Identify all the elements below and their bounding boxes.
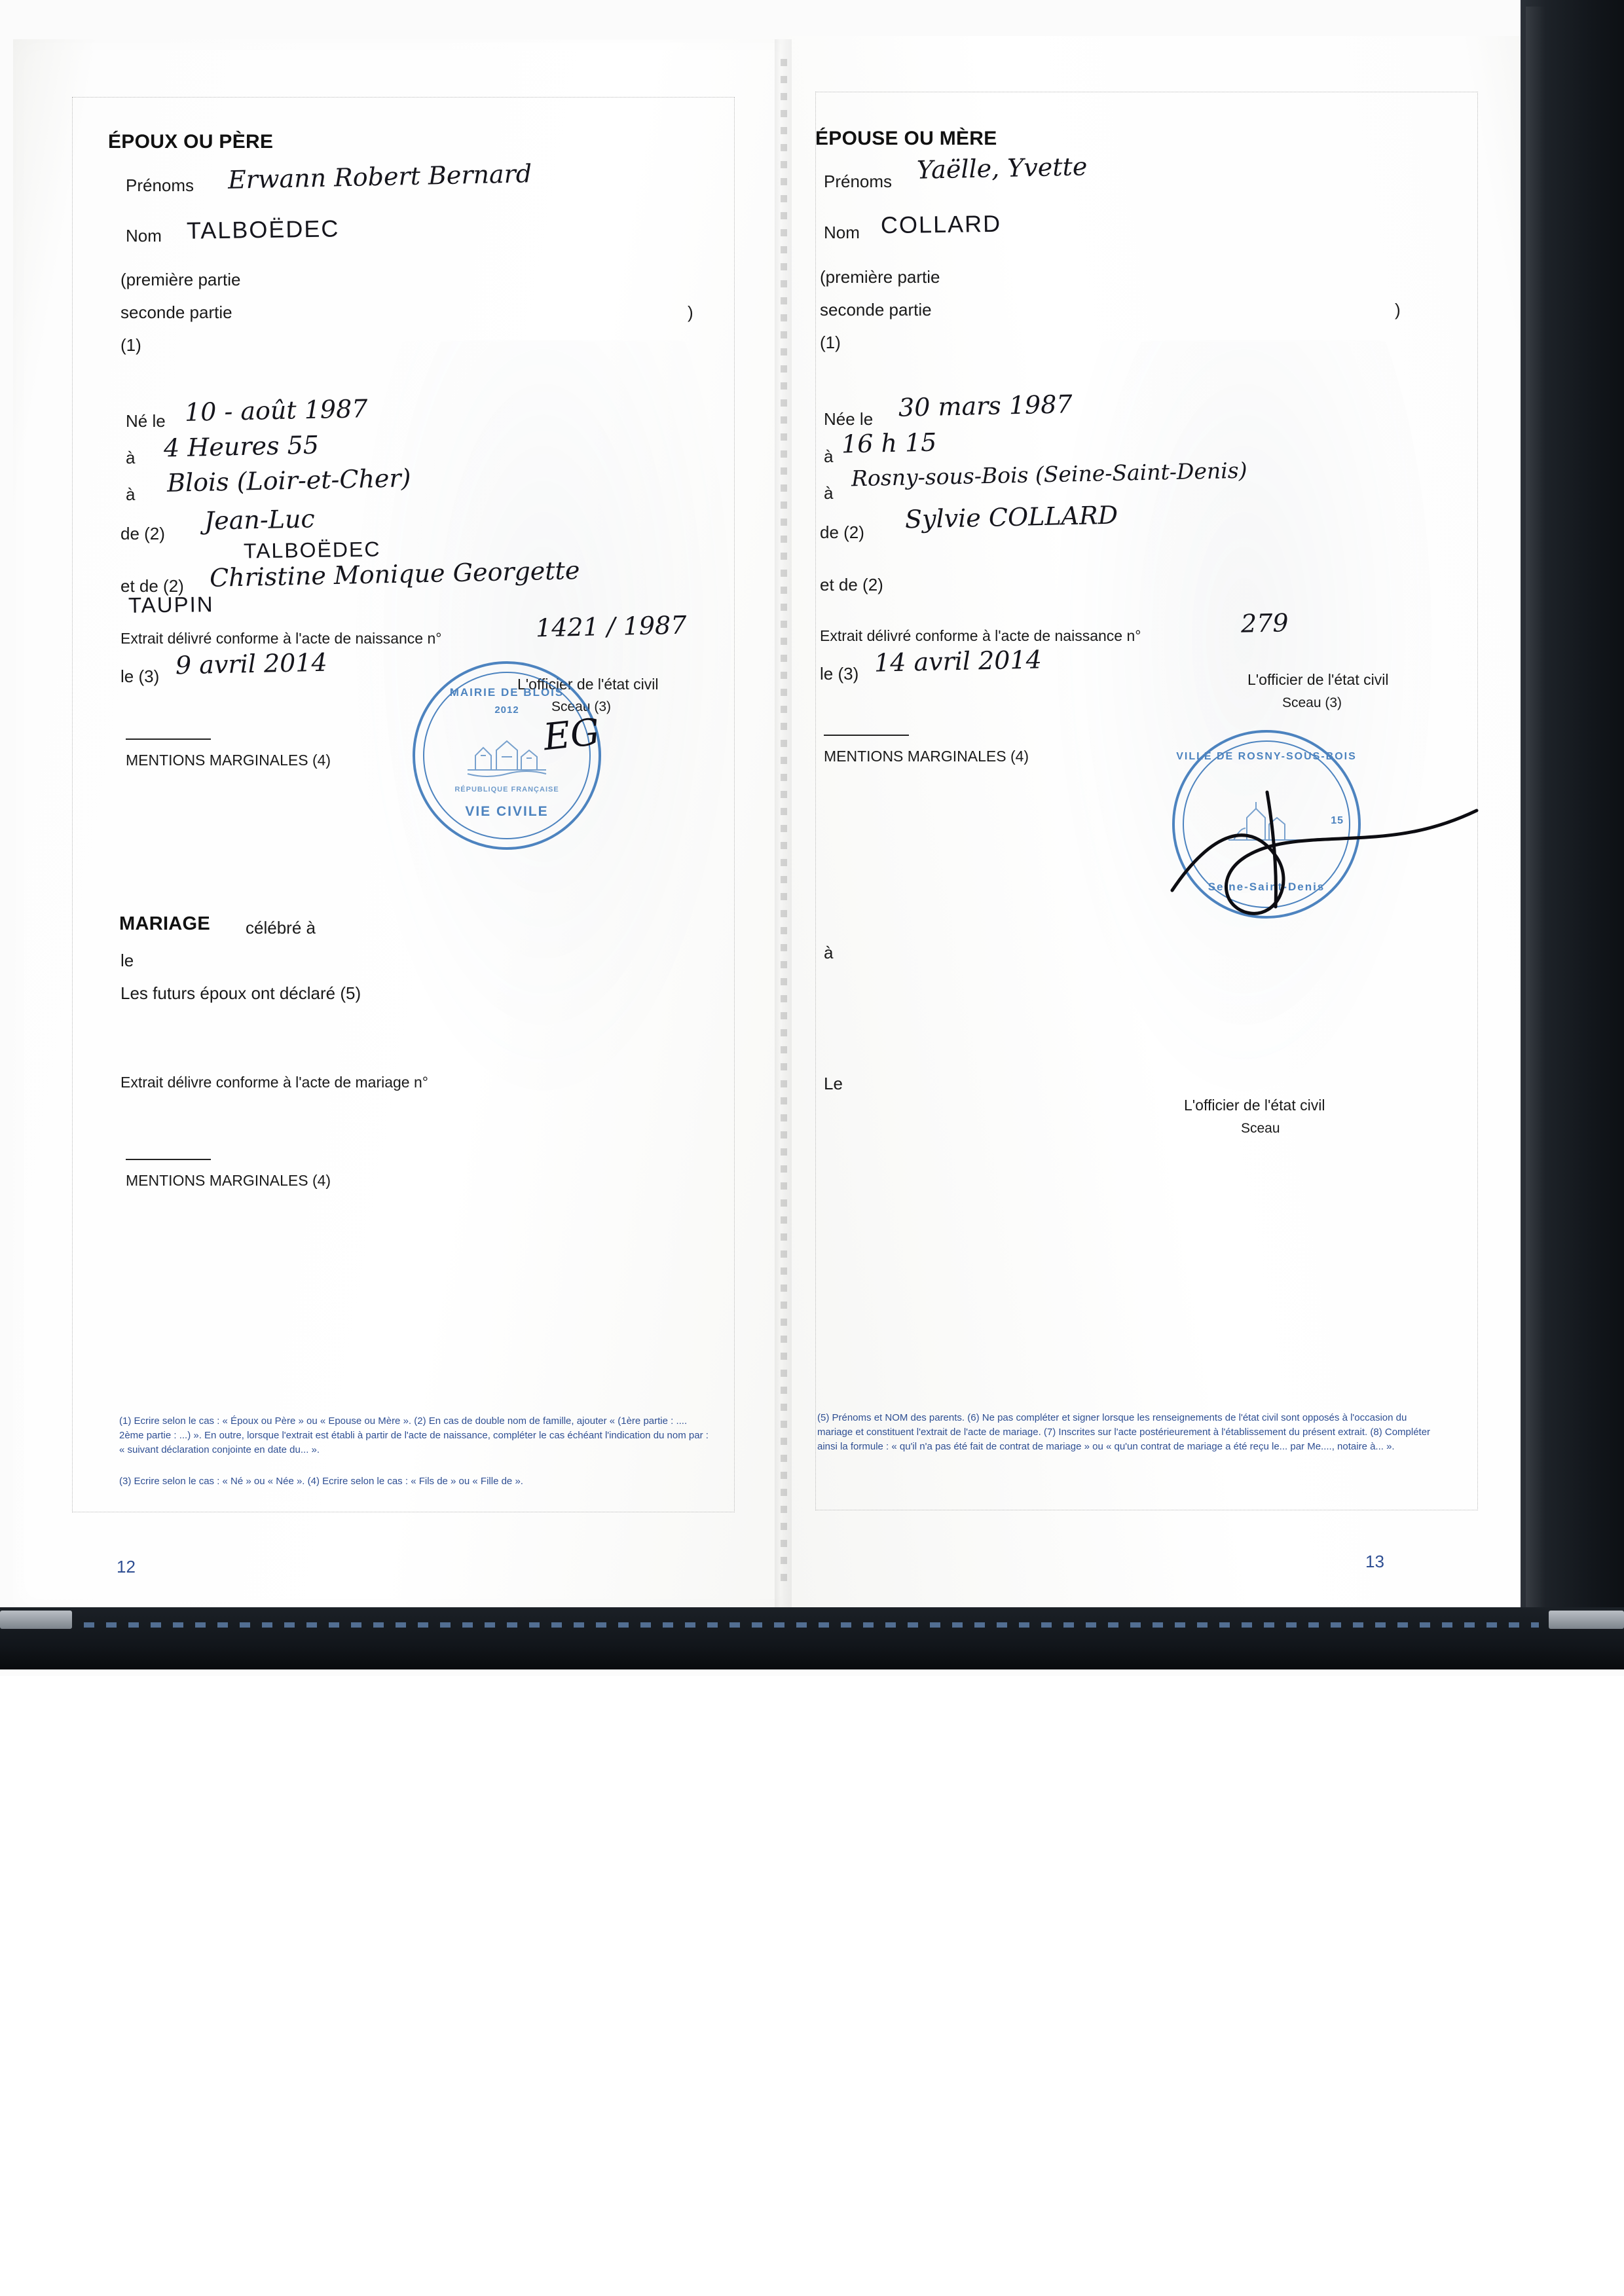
left-label-le3: le (3) bbox=[120, 666, 160, 686]
left-label-lieu: à bbox=[126, 484, 136, 504]
metal-clip-left bbox=[0, 1611, 72, 1629]
right-label-seconde-partie: seconde partie bbox=[820, 300, 932, 319]
right-label-officier: L'officier de l'état civil bbox=[1247, 671, 1389, 688]
right-label-le3: le (3) bbox=[820, 664, 859, 683]
spine-stitching bbox=[781, 59, 787, 1584]
stamp-top-text-right: VILLE DE ROSNY-SOUS-BOIS bbox=[1176, 751, 1357, 762]
left-label-sceau: Sceau (3) bbox=[551, 699, 612, 714]
left-value-acte-numero: 1421 / 1987 bbox=[535, 610, 687, 643]
right-label-le: Le bbox=[824, 1074, 843, 1093]
right-label-sceau-2: Sceau bbox=[1241, 1121, 1280, 1136]
stamp-center-note: RÉPUBLIQUE FRANÇAISE bbox=[454, 786, 559, 793]
metal-clip-right bbox=[1549, 1611, 1624, 1629]
stamp-top-text: MAIRIE DE BLOIS bbox=[449, 686, 564, 699]
left-label-prenoms: Prénoms bbox=[126, 175, 194, 195]
right-footnote-1: (5) Prénoms et NOM des parents. (6) Ne pas compléter et signer lorsque les renseignements de l'état civil sont opposés à l'occasion du mariage et constituent l'extrait de l'acte de mariage. (7) Inscrites sur l'acte postérieurement à l'établissement du présent extrait. (8) Compléter ainsi la formule : « qu'il n'a pas été fait de contrat de mariage » ou « qu'un contrat de mariage a été reçu le... par Me...., notaire à... ». bbox=[817, 1412, 1431, 1452]
right-value-lieu: Rosny-sous-Bois (Seine-Saint-Denis) bbox=[851, 457, 1247, 492]
left-label-extrait: Extrait délivré conforme à l'acte de naissance n° bbox=[120, 630, 442, 647]
left-label-officier: L'officier de l'état civil bbox=[517, 676, 659, 693]
left-value-lieu: Blois (Loir-et-Cher) bbox=[166, 464, 411, 498]
right-value-mere: Sylvie COLLARD bbox=[904, 500, 1118, 534]
left-label-nom: Nom bbox=[126, 226, 162, 246]
page-number-left: 12 bbox=[117, 1557, 136, 1576]
left-footnote-2: (3) Ecrire selon le cas : « Né » ou « Née ». (4) Ecrire selon le cas : « Fils de » ou « Fille de ». bbox=[119, 1476, 523, 1487]
right-mentions-rule bbox=[824, 735, 909, 736]
right-value-nom: COLLARD bbox=[880, 210, 1002, 239]
left-label-mentions: MENTIONS MARGINALES (4) bbox=[126, 752, 331, 769]
left-value-pere-nom: TALBOËDEC bbox=[243, 537, 381, 563]
left-value-heure: 4 Heures 55 bbox=[163, 430, 320, 463]
right-label-nom: Nom bbox=[824, 223, 860, 242]
left-label-ne-le: Né le bbox=[126, 411, 166, 431]
left-label-premiere-partie: (première partie bbox=[120, 270, 241, 289]
right-label-note1: (1) bbox=[820, 333, 841, 352]
scan-blank-area bbox=[0, 1676, 1624, 2296]
left-label-mere: et de (2) bbox=[120, 576, 184, 596]
right-value-prenoms: Yaëlle, Yvette bbox=[916, 152, 1088, 185]
left-label-seconde-partie: seconde partie bbox=[120, 302, 232, 322]
left-label-futurs-epoux: Les futurs époux ont déclaré (5) bbox=[120, 983, 361, 1003]
right-value-acte-numero: 279 bbox=[1240, 608, 1289, 638]
left-value-nom: TALBOËDEC bbox=[186, 215, 340, 244]
left-value-date-delivrance: 9 avril 2014 bbox=[175, 647, 328, 680]
left-mentions2-rule bbox=[126, 1159, 211, 1160]
right-label-lieu: à bbox=[824, 483, 834, 503]
stamp-emblem-icon bbox=[461, 729, 553, 782]
left-label-mentions-2: MENTIONS MARGINALES (4) bbox=[126, 1172, 331, 1189]
right-label-sceau: Sceau (3) bbox=[1282, 695, 1342, 710]
left-footnote-1: (1) Ecrire selon le cas : « Époux ou Père » ou « Epouse ou Mère ». (2) En cas de double nom de famille, ajouter « (1ère partie : .... 2ème partie : ...) ». En outre, lorsque l'extrait est établi à partir de l'acte de naissance, compléter le cas échéant l'indication du nom par : « suivant déclaration conjointe en date du... ». bbox=[119, 1415, 709, 1455]
right-value-date-delivrance: 14 avril 2014 bbox=[874, 645, 1043, 678]
left-label-le: le bbox=[120, 951, 134, 970]
right-label-mere: de (2) bbox=[820, 522, 864, 542]
left-section-title: ÉPOUX OU PÈRE bbox=[108, 131, 274, 153]
right-label-heure: à bbox=[824, 446, 834, 466]
stamp-year: 2012 bbox=[494, 704, 519, 716]
left-label-mariage: MARIAGE bbox=[119, 913, 211, 934]
left-value-mere-prenoms: Christine Monique Georgette bbox=[209, 556, 580, 592]
right-value-nee-le: 30 mars 1987 bbox=[898, 390, 1073, 422]
left-label-celebre-a: célébré à bbox=[246, 918, 316, 938]
left-value-pere-prenoms: Jean-Luc bbox=[204, 504, 316, 536]
right-label-prenoms: Prénoms bbox=[824, 172, 893, 191]
booklet-cover-right-highlight bbox=[1526, 7, 1545, 1643]
left-label-note1: (1) bbox=[120, 335, 141, 355]
right-label-close-paren: ) bbox=[1395, 300, 1401, 319]
left-signature: EG bbox=[541, 710, 602, 759]
right-label-extrait: Extrait délivré conforme à l'acte de naissance n° bbox=[820, 627, 1141, 644]
booklet-bottom-stitching bbox=[39, 1622, 1539, 1628]
right-value-heure: 16 h 15 bbox=[841, 428, 937, 459]
right-label-premiere-partie: (première partie bbox=[820, 267, 940, 287]
left-label-pere: de (2) bbox=[120, 524, 165, 543]
left-label-heure: à bbox=[126, 448, 136, 467]
right-signature-scribble bbox=[1153, 753, 1493, 949]
booklet-cover-bottom bbox=[0, 1607, 1624, 1669]
left-label-extrait-mariage: Extrait délivre conforme à l'acte de mariage n° bbox=[120, 1074, 428, 1091]
right-label-et-de: et de (2) bbox=[820, 575, 883, 594]
left-value-ne-le: 10 - août 1987 bbox=[184, 394, 368, 427]
right-label-a: à bbox=[824, 943, 834, 962]
left-value-mere-nom: TAUPIN bbox=[128, 592, 214, 617]
right-label-officier-2: L'officier de l'état civil bbox=[1184, 1097, 1325, 1114]
left-label-close-paren: ) bbox=[688, 302, 693, 322]
stamp-bottom-text: VIE CIVILE bbox=[465, 804, 549, 819]
left-value-prenoms: Erwann Robert Bernard bbox=[227, 159, 532, 194]
right-label-mentions: MENTIONS MARGINALES (4) bbox=[824, 748, 1029, 765]
left-mentions-rule bbox=[126, 738, 211, 740]
right-label-nee-le: Née le bbox=[824, 409, 874, 429]
stamp-year-right: 15 bbox=[1331, 815, 1344, 826]
stamp-bottom-text-right: Seine-Saint-Denis bbox=[1208, 881, 1325, 893]
page-number-right: 13 bbox=[1365, 1552, 1384, 1571]
right-section-title: ÉPOUSE OU MÈRE bbox=[815, 128, 997, 149]
